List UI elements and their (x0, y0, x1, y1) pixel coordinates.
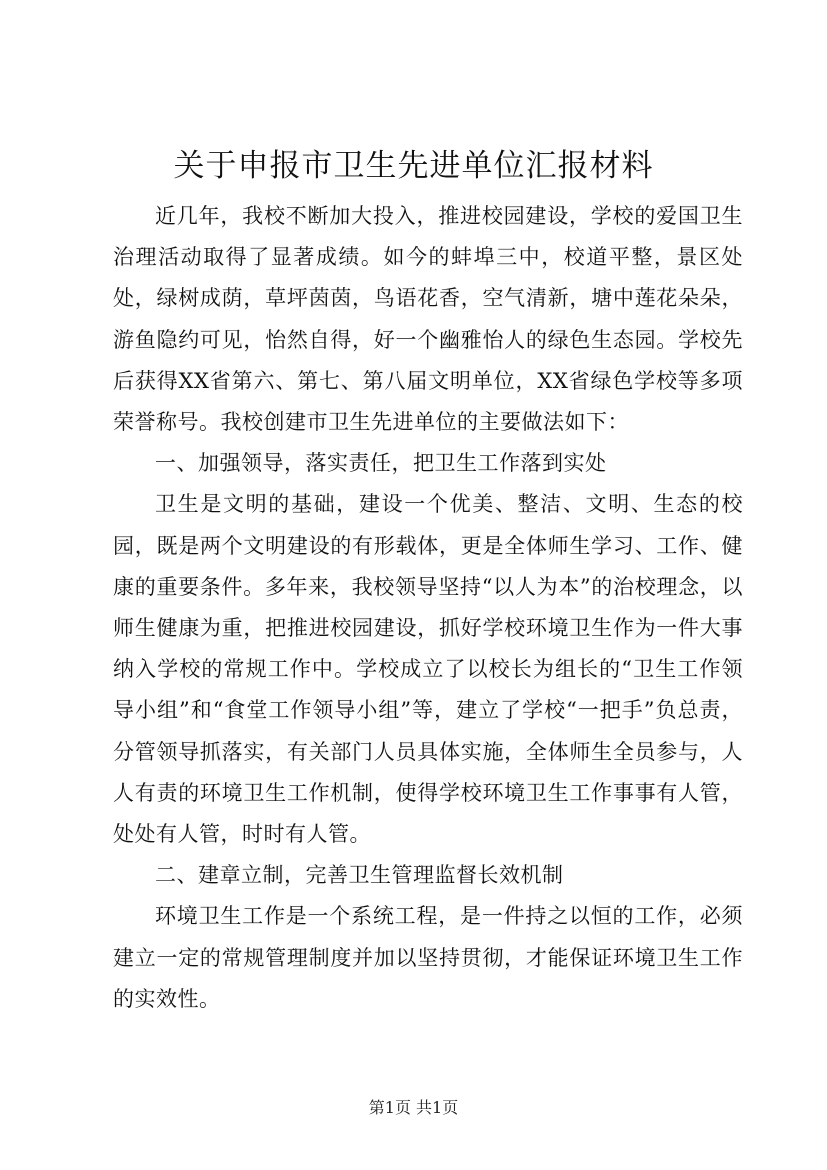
section-heading-2: 二、建章立制，完善卫生管理监督长效机制 (155, 863, 564, 888)
page-footer: 第1页 共1页 (368, 1098, 459, 1117)
paragraph-intro: 近几年，我校不断加大投入，推进校园建设，学校的爱国卫生治理活动取得了显著成绩。如今的蚌埠三中，校道平整，景区处处，绿树成荫，草坪茵茵，鸟语花香，空气清新，塘中莲花朵朵，游鱼隐约可见，怡然自得，好一个幽雅怡人的绿色生态园。学校先后获得XX省第六、第七、第八届文明单位，XX省绿色学校等多项荣誉称号。我校创建市卫生先进单位的主要做法如下： (113, 204, 743, 435)
paragraph-section-2: 环境卫生工作是一个系统工程，是一件持之以恒的工作，必须建立一定的常规管理制度并加以坚持贯彻，才能保证环境卫生工作的实效性。 (113, 904, 743, 1011)
document-title: 关于申报市卫生先进单位汇报材料 (173, 148, 654, 184)
paragraph-section-1: 卫生是文明的基础，建设一个优美、整洁、文明、生态的校园，既是两个文明建设的有形载体，更是全体师生学习、工作、健康的重要条件。多年来，我校领导坚持“以人为本”的治校理念，以师生健康为重，把推进校园建设，抓好学校环境卫生作为一件大事纳入学校的常规工作中。学校成立了以校长为组长的“卫生工作领导小组”和“食堂工作领导小组”等，建立了学校“一把手”负总责，分管领导抓落实，有关部门人员具体实施，全体师生全员参与，人人有责的环境卫生工作机制，使得学校环境卫生工作事事有人管，处处有人管，时时有人管。 (113, 492, 743, 847)
document-body (113, 196, 743, 1020)
section-heading-1: 一、加强领导，落实责任，把卫生工作落到实处 (155, 451, 607, 476)
